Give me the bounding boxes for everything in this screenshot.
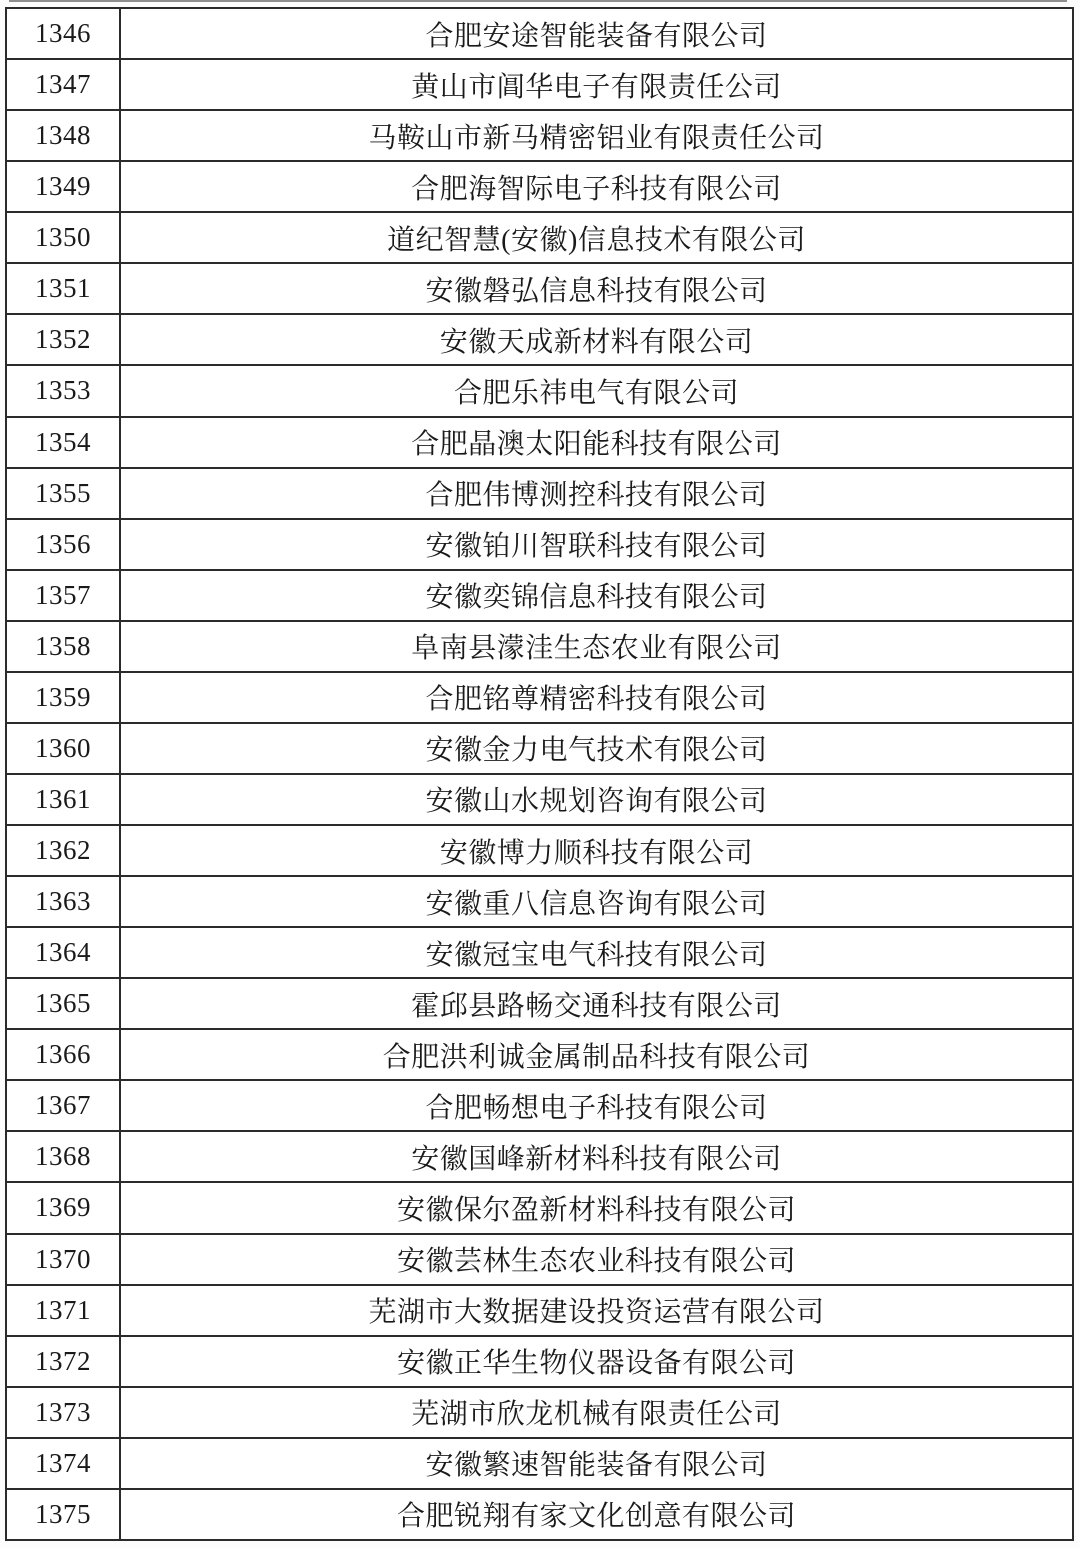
company-name-cell: 阜南县濛洼生态农业有限公司 xyxy=(120,621,1073,672)
company-name-cell: 合肥乐祎电气有限公司 xyxy=(120,365,1073,416)
row-number-cell: 1356 xyxy=(6,519,120,570)
company-name-cell: 黄山市阊华电子有限责任公司 xyxy=(120,59,1073,110)
company-name-cell: 合肥伟博测控科技有限公司 xyxy=(120,468,1073,519)
row-number-cell: 1354 xyxy=(6,417,120,468)
company-name-cell: 芜湖市大数据建设投资运营有限公司 xyxy=(120,1285,1073,1336)
company-name-cell: 安徽博力顺科技有限公司 xyxy=(120,825,1073,876)
row-number-cell: 1363 xyxy=(6,876,120,927)
company-name-cell: 合肥锐翔有家文化创意有限公司 xyxy=(120,1489,1073,1540)
row-number-cell: 1374 xyxy=(6,1438,120,1489)
row-number-cell: 1346 xyxy=(6,8,120,59)
row-number-cell: 1369 xyxy=(6,1182,120,1233)
table-row xyxy=(6,1285,1073,1336)
table-row xyxy=(6,876,1073,927)
row-number-cell: 1361 xyxy=(6,774,120,825)
company-name-cell: 合肥晶澳太阳能科技有限公司 xyxy=(120,417,1073,468)
company-name-cell: 合肥铭尊精密科技有限公司 xyxy=(120,672,1073,723)
table-row xyxy=(6,8,1073,59)
row-number-cell: 1352 xyxy=(6,314,120,365)
row-number-cell: 1347 xyxy=(6,59,120,110)
row-number-cell: 1365 xyxy=(6,978,120,1029)
row-number-cell: 1351 xyxy=(6,263,120,314)
row-number-cell: 1349 xyxy=(6,161,120,212)
table-row xyxy=(6,365,1073,416)
row-number-cell: 1372 xyxy=(6,1336,120,1387)
table-row xyxy=(6,978,1073,1029)
table-row xyxy=(6,110,1073,161)
row-number-cell: 1355 xyxy=(6,468,120,519)
table-row xyxy=(6,1029,1073,1080)
company-name-cell: 安徽铂川智联科技有限公司 xyxy=(120,519,1073,570)
row-number-cell: 1371 xyxy=(6,1285,120,1336)
company-name-cell: 霍邱县路畅交通科技有限公司 xyxy=(120,978,1073,1029)
table-row xyxy=(6,723,1073,774)
table-row xyxy=(6,314,1073,365)
row-number-cell: 1366 xyxy=(6,1029,120,1080)
table-row xyxy=(6,161,1073,212)
table-row xyxy=(6,212,1073,263)
table-row xyxy=(6,1387,1073,1438)
row-number-cell: 1368 xyxy=(6,1131,120,1182)
company-name-cell: 安徽国峰新材料科技有限公司 xyxy=(120,1131,1073,1182)
company-name-cell: 安徽天成新材料有限公司 xyxy=(120,314,1073,365)
company-name-cell: 安徽冠宝电气科技有限公司 xyxy=(120,927,1073,978)
row-number-cell: 1357 xyxy=(6,570,120,621)
row-number-cell: 1364 xyxy=(6,927,120,978)
company-name-cell: 马鞍山市新马精密铝业有限责任公司 xyxy=(120,110,1073,161)
table-row xyxy=(6,825,1073,876)
table-row xyxy=(6,1131,1073,1182)
company-name-cell: 安徽山水规划咨询有限公司 xyxy=(120,774,1073,825)
row-number-cell: 1348 xyxy=(6,110,120,161)
table-row xyxy=(6,1438,1073,1489)
previous-row-border-fragment xyxy=(9,0,1067,2)
company-name-cell: 合肥安途智能装备有限公司 xyxy=(120,8,1073,59)
table-row xyxy=(6,417,1073,468)
company-name-cell: 合肥洪利诚金属制品科技有限公司 xyxy=(120,1029,1073,1080)
table-row xyxy=(6,570,1073,621)
table-row xyxy=(6,1489,1073,1540)
row-number-cell: 1367 xyxy=(6,1080,120,1131)
company-name-cell: 道纪智慧(安徽)信息技术有限公司 xyxy=(120,212,1073,263)
row-number-cell: 1359 xyxy=(6,672,120,723)
company-name-cell: 安徽繁速智能装备有限公司 xyxy=(120,1438,1073,1489)
table-row xyxy=(6,519,1073,570)
table-row xyxy=(6,927,1073,978)
row-number-cell: 1353 xyxy=(6,365,120,416)
company-name-cell: 合肥畅想电子科技有限公司 xyxy=(120,1080,1073,1131)
company-name-cell: 安徽重八信息咨询有限公司 xyxy=(120,876,1073,927)
company-name-cell: 安徽金力电气技术有限公司 xyxy=(120,723,1073,774)
company-name-cell: 合肥海智际电子科技有限公司 xyxy=(120,161,1073,212)
row-number-cell: 1373 xyxy=(6,1387,120,1438)
company-table-body xyxy=(6,8,1073,1540)
table-row xyxy=(6,1336,1073,1387)
company-name-cell: 芜湖市欣龙机械有限责任公司 xyxy=(120,1387,1073,1438)
table-row xyxy=(6,672,1073,723)
table-row xyxy=(6,1080,1073,1131)
row-number-cell: 1360 xyxy=(6,723,120,774)
company-name-cell: 安徽正华生物仪器设备有限公司 xyxy=(120,1336,1073,1387)
company-list-table xyxy=(5,7,1074,1541)
table-row xyxy=(6,468,1073,519)
table-row xyxy=(6,59,1073,110)
row-number-cell: 1362 xyxy=(6,825,120,876)
company-name-cell: 安徽芸林生态农业科技有限公司 xyxy=(120,1234,1073,1285)
row-number-cell: 1375 xyxy=(6,1489,120,1540)
company-name-cell: 安徽磐弘信息科技有限公司 xyxy=(120,263,1073,314)
row-number-cell: 1370 xyxy=(6,1234,120,1285)
table-row xyxy=(6,1234,1073,1285)
table-row xyxy=(6,774,1073,825)
table-row xyxy=(6,263,1073,314)
row-number-cell: 1350 xyxy=(6,212,120,263)
table-row xyxy=(6,1182,1073,1233)
company-name-cell: 安徽奕锦信息科技有限公司 xyxy=(120,570,1073,621)
company-name-cell: 安徽保尔盈新材料科技有限公司 xyxy=(120,1182,1073,1233)
table-row xyxy=(6,621,1073,672)
row-number-cell: 1358 xyxy=(6,621,120,672)
